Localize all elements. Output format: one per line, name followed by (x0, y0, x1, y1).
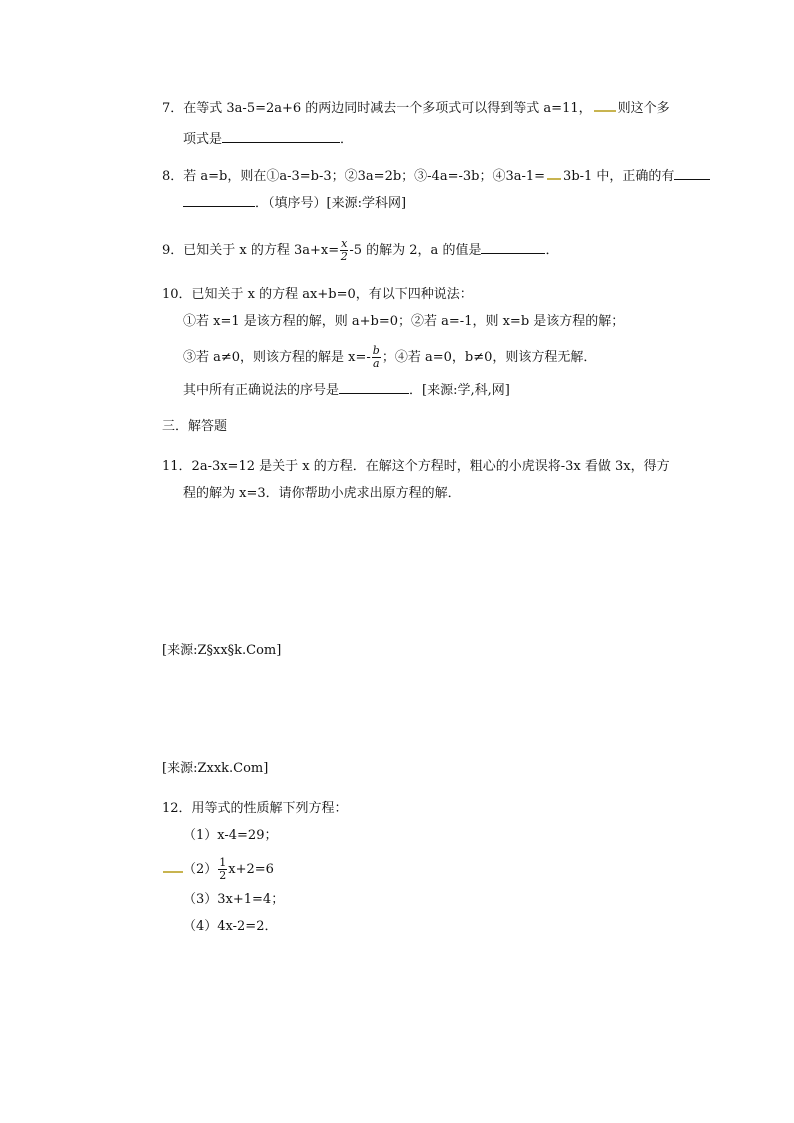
q9-text-part1: 9．已知关于 x 的方程 3a+x= (162, 243, 340, 258)
question-11-line-2: 程的解为 x=3．请你帮助小虎求出原方程的解． (183, 486, 461, 501)
q8-text-line2-end: ．（填序号）[来源:学科网] (255, 196, 407, 211)
question-10-line-3 (183, 380, 510, 400)
source-note-2: [来源:Zxxk.Com] (162, 761, 269, 776)
question-12-item-1: （1）x-4=29； (183, 828, 278, 843)
answer-blank-q8-a[interactable] (674, 166, 710, 180)
highlight-mark (547, 169, 561, 180)
answer-blank-q10[interactable] (339, 380, 409, 394)
highlight-mark (163, 862, 183, 873)
answer-blank-q8-b[interactable] (183, 193, 255, 207)
answer-blank-q9[interactable] (481, 240, 545, 254)
source-note-1: [来源:Z§xx§k.Com] (162, 643, 282, 658)
q10-text-line3-part2: ．[来源:学,科,网] (409, 383, 510, 398)
q12-item2-suffix: x+2=6 (228, 862, 274, 877)
question-12-title: 12．用等式的性质解下列方程： (162, 801, 348, 816)
question-12-item-2 (163, 857, 274, 882)
q10-text-line2-part2: ；④若 a=0，b≠0，则该方程无解． (381, 350, 597, 365)
question-12-item-3: （3）3x+1=4； (183, 892, 285, 907)
q7-text-part1: 7．在等式 3a-5=2a+6 的两边同时减去一个多项式可以得到等式 a=11， (162, 101, 592, 116)
question-12-item-4: （4）4x-2=2． (183, 919, 278, 934)
fraction-b-over-a: $\frac{b}{a}$ (372, 344, 380, 370)
q7-text-line2: 项式是 (183, 132, 223, 147)
q12-item2-prefix: （2） (183, 862, 218, 877)
question-10-title: 10．已知关于 x 的方程 ax+b=0，有以下四种说法： (162, 287, 473, 302)
q10-text-line2-part1: ③若 a≠0，则该方程的解是 x=- (183, 350, 371, 365)
q7-text-end: ． (340, 132, 354, 147)
fraction-x-over-2: $\frac{x}{2}$ (340, 237, 348, 263)
question-7-line-1 (162, 100, 670, 118)
question-9 (162, 238, 558, 263)
q9-text-part2: -5 的解为 2，a 的值是 (349, 243, 482, 258)
section-3-title: 三．解答题 (162, 419, 228, 434)
question-10-line-2 (183, 345, 596, 370)
q8-text-part1: 8．若 a=b，则在①a-3=b-3；②3a=2b；③-4a=-3b；④3a-1= (162, 169, 546, 184)
q7-text-part2: 则这个多 (617, 101, 670, 116)
q8-text-part2: 3b-1 中，正确的有 (563, 169, 675, 184)
fraction-1-over-2: $\frac{1}{2}$ (219, 856, 227, 882)
q10-text-line3-part1: 其中所有正确说法的序号是 (183, 383, 340, 398)
q9-text-end: ． (545, 243, 559, 258)
question-7-line-2 (183, 129, 353, 149)
highlight-mark (594, 101, 616, 112)
question-10-line-1: ①若 x=1 是该方程的解，则 a+b=0；②若 a=-1，则 x=b 是该方程的解； (183, 314, 625, 329)
question-8-line-1 (162, 166, 710, 186)
question-11-line-1: 11．2a-3x=12 是关于 x 的方程．在解这个方程时，粗心的小虎误将-3x 看做 3x，得方 (162, 459, 670, 474)
question-8-line-2 (183, 193, 406, 213)
answer-blank-q7[interactable] (222, 129, 340, 143)
